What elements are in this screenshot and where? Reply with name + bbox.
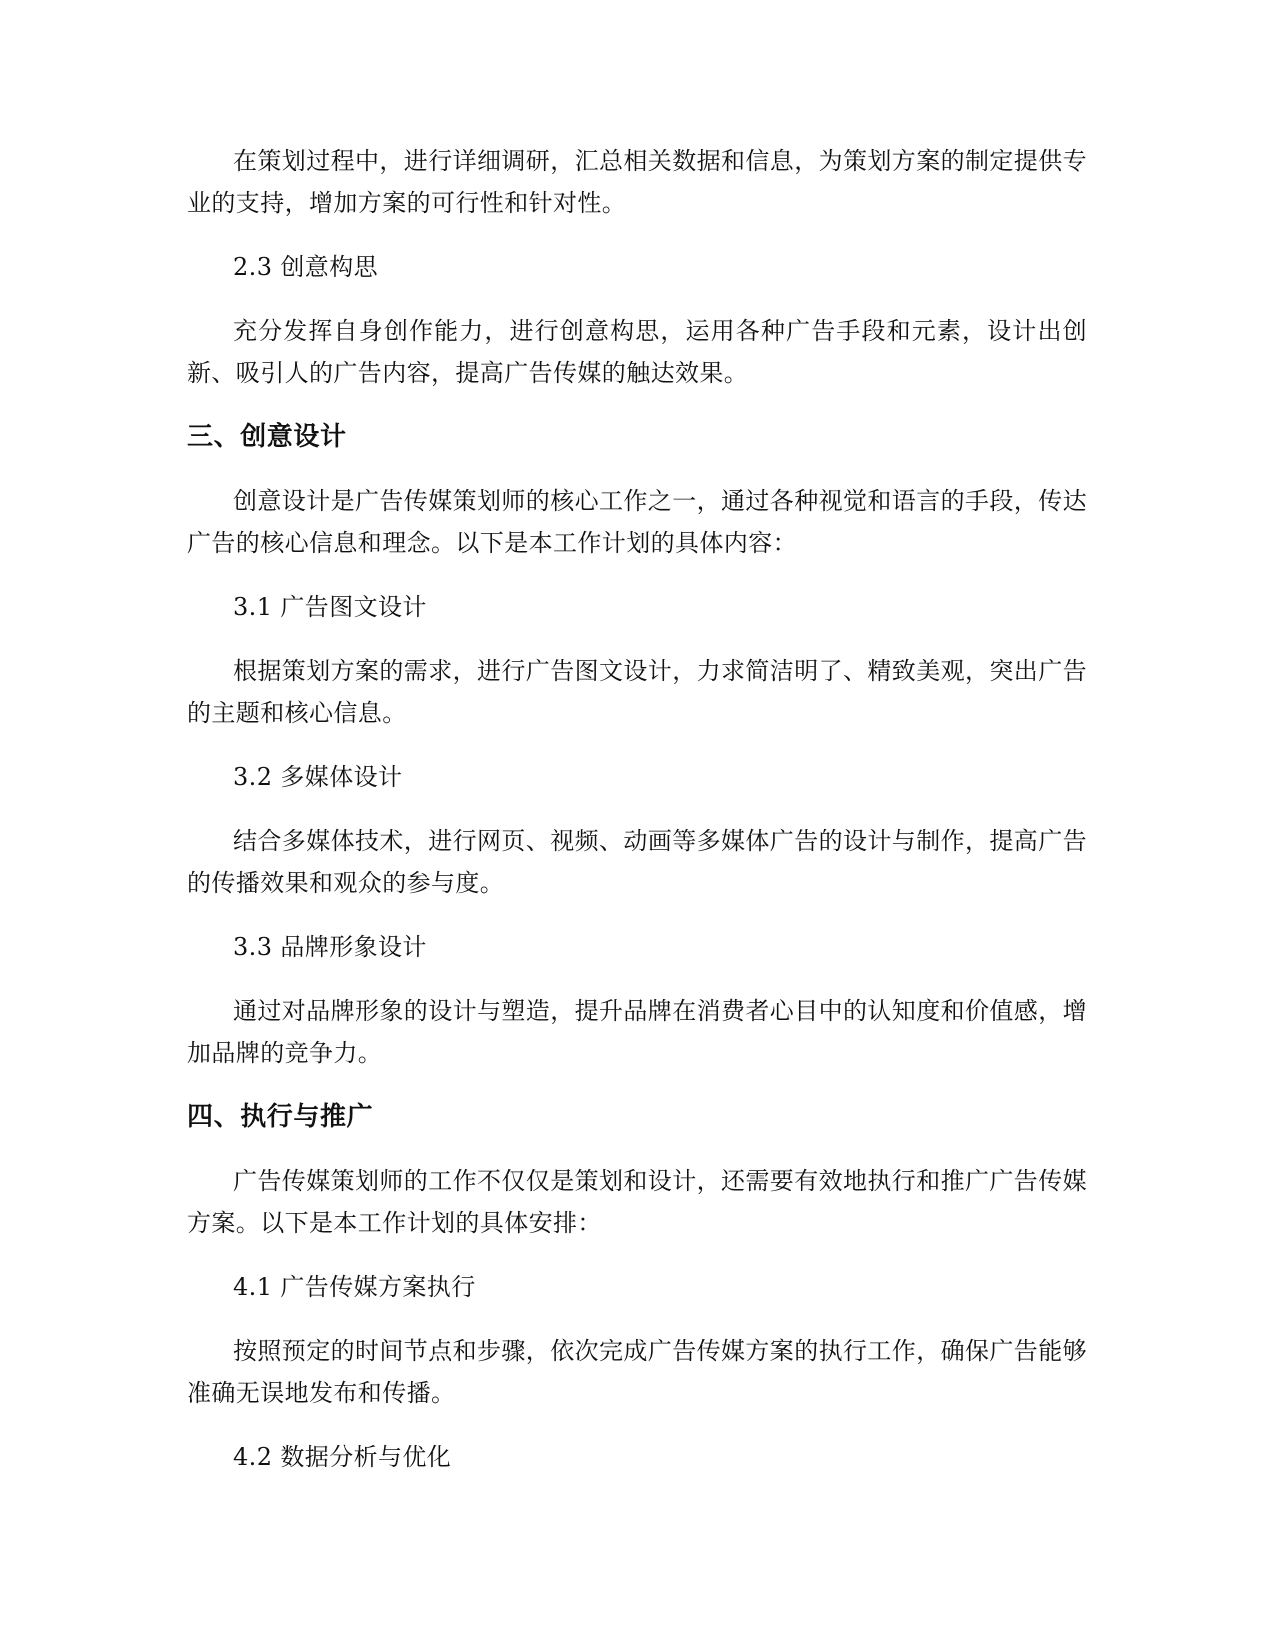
subheading-2-3: 2.3 创意构思	[233, 253, 378, 281]
section-heading-3: 三、创意设计	[187, 422, 347, 452]
subheading-4-1: 4.1 广告传媒方案执行	[233, 1273, 476, 1301]
paragraph-plan-execution: 按照预定的时间节点和步骤，依次完成广告传媒方案的执行工作，确保广告能够准确无误地发布和传播。	[187, 1337, 1087, 1407]
subheading-4-2: 4.2 数据分析与优化	[233, 1443, 452, 1471]
subheading-3-2: 3.2 多媒体设计	[233, 763, 403, 791]
paragraph-creative-ideation: 充分发挥自身创作能力，进行创意构思，运用各种广告手段和元素，设计出创新、吸引人的广告内容，提高广告传媒的触达效果。	[187, 317, 1087, 387]
paragraph-graphic-design: 根据策划方案的需求，进行广告图文设计，力求简洁明了、精致美观，突出广告的主题和核心信息。	[187, 657, 1087, 727]
paragraph-research-support: 在策划过程中，进行详细调研，汇总相关数据和信息，为策划方案的制定提供专业的支持，增加方案的可行性和针对性。	[187, 147, 1087, 217]
paragraph-creative-design-intro: 创意设计是广告传媒策划师的核心工作之一，通过各种视觉和语言的手段，传达广告的核心信息和理念。以下是本工作计划的具体内容：	[187, 487, 1087, 557]
subheading-3-1: 3.1 广告图文设计	[233, 593, 427, 621]
subheading-3-3: 3.3 品牌形象设计	[233, 933, 427, 961]
paragraph-multimedia-design: 结合多媒体技术，进行网页、视频、动画等多媒体广告的设计与制作，提高广告的传播效果和观众的参与度。	[187, 827, 1087, 897]
paragraph-brand-image: 通过对品牌形象的设计与塑造，提升品牌在消费者心目中的认知度和价值感，增加品牌的竞争力。	[187, 997, 1087, 1067]
document-body	[187, 140, 1087, 1500]
paragraph-execution-intro: 广告传媒策划师的工作不仅仅是策划和设计，还需要有效地执行和推广广告传媒方案。以下是本工作计划的具体安排：	[187, 1167, 1087, 1237]
section-heading-4: 四、执行与推广	[187, 1102, 374, 1132]
